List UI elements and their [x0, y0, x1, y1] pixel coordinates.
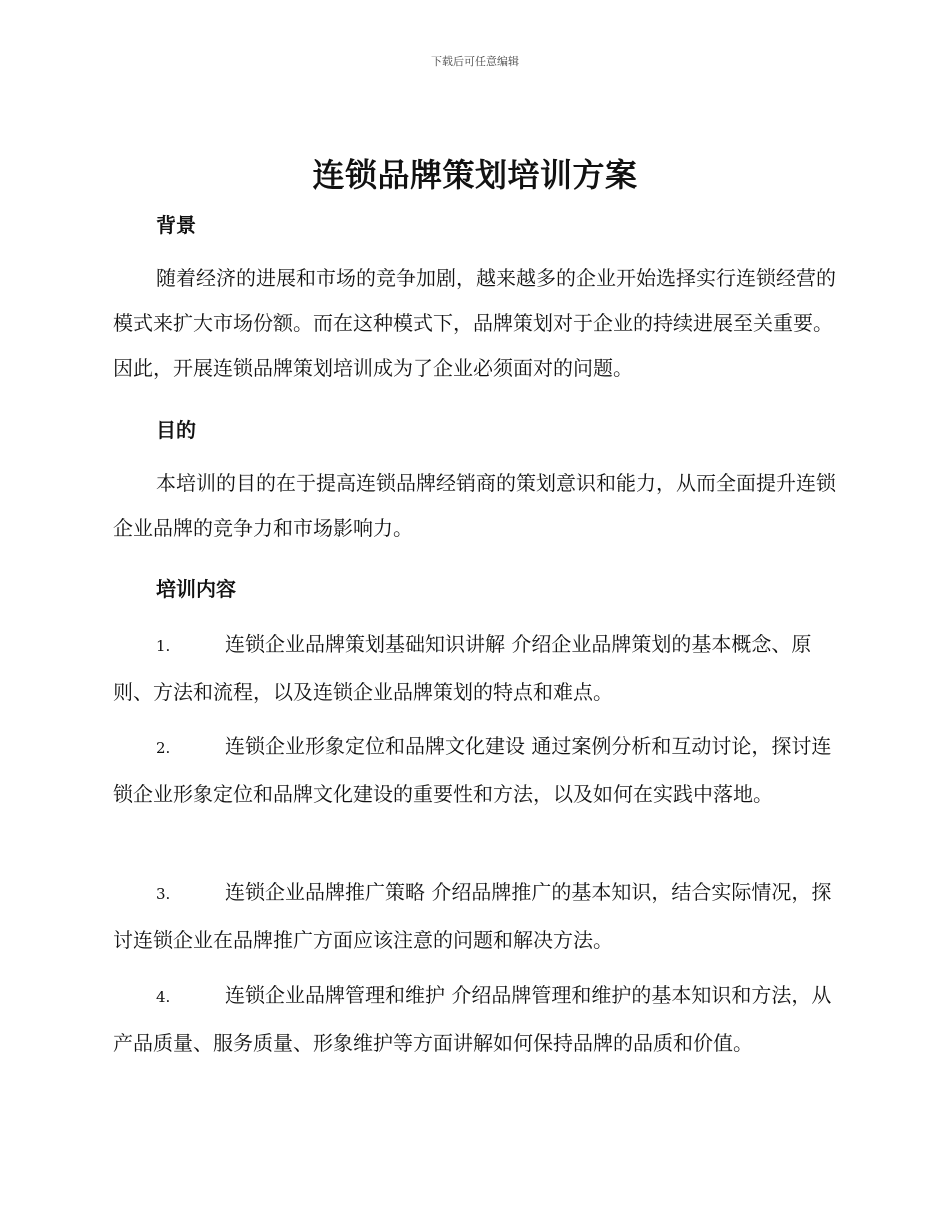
list-item-title: 连锁企业品牌策划基础知识讲解	[225, 632, 505, 656]
paragraph-purpose: 本培训的目的在于提高连锁品牌经销商的策划意识和能力，从而全面提升连锁企业品牌的竞争力和市场影响力。	[113, 471, 836, 540]
list-item	[113, 869, 840, 963]
section-heading-background: 背景	[156, 213, 196, 237]
list-item	[113, 972, 840, 1066]
list-item	[113, 621, 840, 715]
list-item-desc: 通过案例分析和互动讨论，探讨连锁企业形象定位和品牌文化建设的重要性和方法，以及如何在实践中落地。	[113, 734, 832, 806]
list-item-desc: 介绍品牌管理和维护的基本知识和方法，从产品质量、服务质量、形象维护等方面讲解如何保持品牌的品质和价值。	[113, 983, 832, 1055]
paragraph-background: 随着经济的进展和市场的竞争加剧，越来越多的企业开始选择实行连锁经营的模式来扩大市场份额。而在这种模式下，品牌策划对于企业的持续进展至关重要。因此，开展连锁品牌策划培训成为了企业必须面对的问题。	[113, 266, 836, 380]
list-item-number: 1.	[156, 637, 171, 655]
list-item-desc: 介绍企业品牌策划的基本概念、原则、方法和流程，以及连锁企业品牌策划的特点和难点。	[113, 632, 812, 704]
list-item-desc: 介绍品牌推广的基本知识，结合实际情况，探讨连锁企业在品牌推广方面应该注意的问题和解决方法。	[113, 880, 832, 952]
list-item-title: 连锁企业形象定位和品牌文化建设	[225, 734, 525, 758]
list-item-number: 4.	[156, 988, 171, 1006]
list-item-number: 3.	[156, 885, 171, 903]
list-item	[113, 723, 840, 817]
section-heading-content: 培训内容	[156, 577, 236, 601]
list-item-title: 连锁企业品牌管理和维护	[225, 983, 445, 1007]
list-item-title: 连锁企业品牌推广策略	[225, 880, 425, 904]
document-title: 连锁品牌策划培训方案	[312, 156, 638, 194]
page-header-note: 下载后可任意编辑	[431, 55, 519, 68]
list-item-number: 2.	[156, 739, 171, 757]
section-heading-purpose: 目的	[156, 418, 196, 442]
